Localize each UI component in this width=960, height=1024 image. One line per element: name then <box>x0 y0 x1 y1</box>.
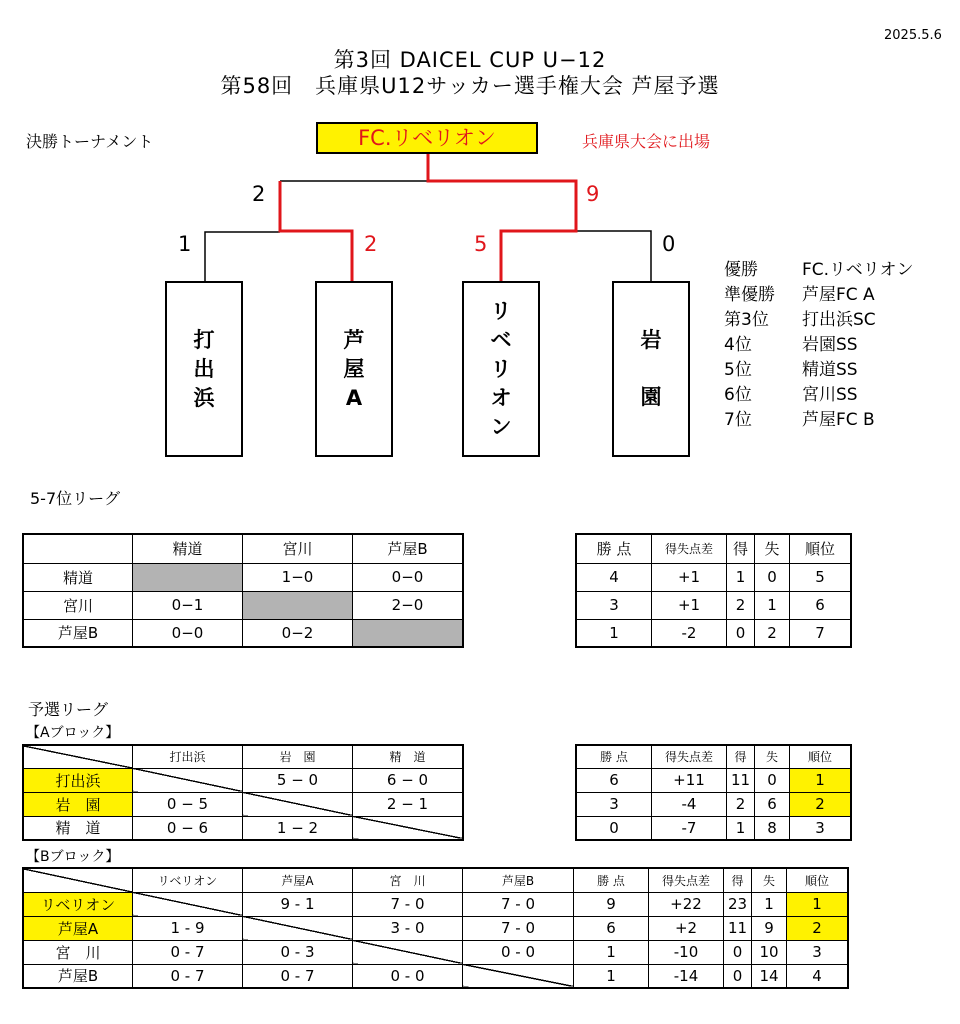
table-row <box>23 563 463 591</box>
table-cell: +1 <box>652 563 727 591</box>
result-cell: 6 − 0 <box>353 768 464 792</box>
table-cell: 5 <box>790 563 852 591</box>
self-cell <box>133 768 243 792</box>
table-cell: +11 <box>652 768 727 792</box>
table-cell: 準優勝 <box>724 285 775 305</box>
table-cell: 宮川SS <box>802 385 858 405</box>
table-cell: 7位 <box>724 410 752 430</box>
table-cell: 3 <box>787 940 849 964</box>
self-cell <box>243 591 353 619</box>
column-header: 精 道 <box>353 745 464 768</box>
table-cell: 7 <box>790 619 852 647</box>
table-cell: ベ <box>490 327 512 352</box>
table-cell: 3 <box>790 816 852 840</box>
table-cell: 11 <box>724 916 752 940</box>
table-cell: 芦屋FC B <box>802 410 875 430</box>
result-cell: 1−0 <box>243 563 353 591</box>
table-cell: 1 - 9 <box>133 916 243 940</box>
table-cell: 1 <box>790 768 852 792</box>
table-row <box>576 619 851 647</box>
row-team: 精道 <box>23 563 133 591</box>
self-cell <box>463 964 574 988</box>
self-cell <box>243 916 353 940</box>
table-cell: 岩 <box>640 328 662 352</box>
team-box-rebellion <box>462 281 540 457</box>
result-cell: 0−0 <box>353 563 464 591</box>
table-cell: 6 <box>755 792 790 816</box>
row-team: 岩 園 <box>23 792 133 816</box>
table-row <box>23 964 848 988</box>
row-team: 芦屋B <box>23 964 133 988</box>
table-cell: 6 <box>574 916 649 940</box>
standings-header: 勝 点 <box>576 534 652 563</box>
table-cell: 3 - 0 <box>353 916 463 940</box>
table-cell: 8 <box>755 816 790 840</box>
table-cell: 芦屋FC A <box>802 285 875 305</box>
table-cell: -14 <box>649 964 724 988</box>
table-cell: 2 <box>727 792 755 816</box>
table-cell: リ <box>490 356 512 381</box>
row-team: 打出浜 <box>23 768 133 792</box>
table-cell: 0 <box>576 816 652 840</box>
table-cell: +22 <box>649 892 724 916</box>
qualify-note: 兵庫県大会に出場 <box>582 132 711 151</box>
result-cell: 5 − 0 <box>243 768 353 792</box>
standings-header: 失 <box>752 868 787 892</box>
table-cell: -10 <box>649 940 724 964</box>
table-row <box>576 816 851 840</box>
table-cell: 14 <box>752 964 787 988</box>
table-cell: +1 <box>652 591 727 619</box>
corner-cell <box>23 745 133 768</box>
table-row <box>23 768 463 792</box>
table-row <box>23 591 463 619</box>
table-row <box>23 940 848 964</box>
table-cell: 11 <box>727 768 755 792</box>
standings-header: 勝 点 <box>576 745 652 768</box>
corner-cell <box>23 868 133 892</box>
column-header: 宮川 <box>243 534 353 563</box>
table-row <box>576 591 851 619</box>
bracket-line-iwazono <box>576 231 651 281</box>
table-cell: 9 - 1 <box>243 892 353 916</box>
table-cell: 0 <box>755 768 790 792</box>
standings-header: 得 <box>727 534 755 563</box>
ranking-row <box>724 283 914 308</box>
table-cell: 第3位 <box>724 310 769 330</box>
semi-right-score: 9 <box>586 182 600 206</box>
team-box-ashiya-a <box>315 281 393 457</box>
table-cell: リ <box>490 298 512 323</box>
block-b-table <box>22 867 849 989</box>
table-cell: 3 <box>576 591 652 619</box>
table-cell: 4 <box>576 563 652 591</box>
table-cell: 0 <box>724 940 752 964</box>
table-cell: 2 <box>727 591 755 619</box>
result-cell: 2−0 <box>353 591 464 619</box>
standings-header: 得 <box>727 745 755 768</box>
table-cell: 0 - 3 <box>243 940 353 964</box>
row-team: 芦屋A <box>23 916 133 940</box>
standings-header: 得 <box>724 868 752 892</box>
bracket-line-rebellion <box>428 154 576 281</box>
standings-header: 順位 <box>790 534 852 563</box>
row-team: 精 道 <box>23 816 133 840</box>
table-row <box>23 619 463 647</box>
table-cell: A <box>345 385 363 410</box>
self-cell <box>133 563 243 591</box>
score-rebellion: 5 <box>474 232 488 256</box>
standings-header: 順位 <box>787 868 849 892</box>
column-header: 芦屋A <box>243 868 353 892</box>
table-row <box>576 563 851 591</box>
self-cell <box>353 816 464 840</box>
score-ashiya-a: 2 <box>364 232 378 256</box>
table-cell: -7 <box>652 816 727 840</box>
column-header: 芦屋B <box>353 534 464 563</box>
table-row <box>576 768 851 792</box>
table-cell: 1 <box>755 591 790 619</box>
team-box-iwazono <box>612 281 690 457</box>
league57-standings-table <box>575 533 852 648</box>
table-cell: 精道SS <box>802 360 858 380</box>
league57-heading: 5-7位リーグ <box>30 489 121 508</box>
table-cell: 2 <box>755 619 790 647</box>
table-cell: 1 <box>727 563 755 591</box>
table-cell: 芦 <box>343 327 365 352</box>
document-date: 2025.5.6 <box>884 28 942 43</box>
table-cell: 4位 <box>724 335 752 355</box>
ranking-row <box>724 308 914 333</box>
result-cell: 0−0 <box>133 619 243 647</box>
table-cell: +2 <box>649 916 724 940</box>
semi-left-score: 2 <box>252 182 266 206</box>
table-cell: 7 - 0 <box>353 892 463 916</box>
row-team: 宮 川 <box>23 940 133 964</box>
column-header: 芦屋B <box>463 868 574 892</box>
table-cell: 5位 <box>724 360 752 380</box>
ranking-row <box>724 358 914 383</box>
table-cell: 園 <box>640 385 662 409</box>
league57-results-table <box>22 533 464 648</box>
table-cell: ン <box>490 414 512 439</box>
table-cell: 1 <box>752 892 787 916</box>
standings-header: 勝 点 <box>574 868 649 892</box>
table-cell: 0 - 7 <box>133 964 243 988</box>
table-cell: 0 <box>755 563 790 591</box>
ranking-row <box>724 408 914 433</box>
table-row <box>23 916 848 940</box>
bracket-line-uchidehama <box>205 232 280 281</box>
team-box-uchidehama <box>165 281 243 457</box>
table-cell: 1 <box>787 892 849 916</box>
table-cell: 1 <box>576 619 652 647</box>
table-row <box>23 892 848 916</box>
standings-header: 得失点差 <box>652 534 727 563</box>
table-row <box>576 792 851 816</box>
title-line-2: 第58回 兵庫県U12サッカー選手権大会 芦屋予選 <box>220 74 720 98</box>
table-cell: 0 <box>727 619 755 647</box>
column-header: リベリオン <box>133 868 243 892</box>
block-a-label: 【Aブロック】 <box>26 725 120 741</box>
column-header: 打出浜 <box>133 745 243 768</box>
table-cell: 4 <box>787 964 849 988</box>
table-cell: 岩園SS <box>802 335 858 355</box>
table-cell: 3 <box>576 792 652 816</box>
table-cell: 7 - 0 <box>463 916 574 940</box>
table-cell: 0 - 0 <box>463 940 574 964</box>
ranking-row <box>724 383 914 408</box>
table-cell: 0 - 0 <box>353 964 463 988</box>
self-cell <box>133 892 243 916</box>
final-rankings <box>724 258 914 433</box>
score-uchidehama: 1 <box>178 232 192 256</box>
result-cell: 2 − 1 <box>353 792 464 816</box>
standings-header: 順位 <box>790 745 852 768</box>
table-cell: 6 <box>790 591 852 619</box>
result-cell: 1 − 2 <box>243 816 353 840</box>
result-cell: 0−2 <box>243 619 353 647</box>
result-cell: 0−1 <box>133 591 243 619</box>
table-cell: 0 <box>724 964 752 988</box>
column-header: 宮 川 <box>353 868 463 892</box>
table-cell: 1 <box>727 816 755 840</box>
bracket-line-ashiya-a <box>280 181 352 281</box>
table-cell: 9 <box>574 892 649 916</box>
final-tournament-heading: 決勝トーナメント <box>26 132 154 151</box>
table-cell: -4 <box>652 792 727 816</box>
table-cell: 1 <box>574 964 649 988</box>
row-team: リベリオン <box>23 892 133 916</box>
table-cell: 7 - 0 <box>463 892 574 916</box>
block-a-standings-table <box>575 744 852 841</box>
champion-box: FC.リベリオン <box>316 122 538 154</box>
self-cell <box>353 940 463 964</box>
table-cell: 2 <box>787 916 849 940</box>
table-cell: 出 <box>193 356 215 381</box>
standings-header: 得失点差 <box>652 745 727 768</box>
corner-cell <box>23 534 133 563</box>
ranking-row <box>724 333 914 358</box>
table-cell: 打出浜SC <box>802 310 876 330</box>
table-cell: 6位 <box>724 385 752 405</box>
standings-header: 失 <box>755 745 790 768</box>
row-team: 芦屋B <box>23 619 133 647</box>
result-cell: 0 − 5 <box>133 792 243 816</box>
table-cell: 9 <box>752 916 787 940</box>
column-header: 岩 園 <box>243 745 353 768</box>
table-cell: 10 <box>752 940 787 964</box>
block-a-results-table <box>22 744 464 841</box>
table-cell: オ <box>490 385 512 410</box>
prelim-heading: 予選リーグ <box>28 700 109 719</box>
block-b-label: 【Bブロック】 <box>26 849 120 865</box>
table-cell: 打 <box>193 327 215 352</box>
table-cell: 屋 <box>343 356 365 381</box>
result-cell: 0 − 6 <box>133 816 243 840</box>
table-cell: -2 <box>652 619 727 647</box>
table-cell: 0 - 7 <box>243 964 353 988</box>
table-cell: FC.リベリオン <box>802 260 914 280</box>
title-line-1: 第3回 DAICEL CUP U−12 <box>333 48 607 72</box>
row-team: 宮川 <box>23 591 133 619</box>
standings-header: 失 <box>755 534 790 563</box>
table-cell: 23 <box>724 892 752 916</box>
table-cell: 0 - 7 <box>133 940 243 964</box>
table-cell: 1 <box>574 940 649 964</box>
column-header: 精道 <box>133 534 243 563</box>
self-cell <box>353 619 464 647</box>
table-cell: 6 <box>576 768 652 792</box>
score-iwazono: 0 <box>662 232 676 256</box>
standings-header: 得失点差 <box>649 868 724 892</box>
table-row <box>23 816 463 840</box>
table-row <box>23 792 463 816</box>
table-cell: 2 <box>790 792 852 816</box>
self-cell <box>243 792 353 816</box>
table-cell: 優勝 <box>724 260 758 280</box>
ranking-row <box>724 258 914 283</box>
table-cell: 浜 <box>193 385 215 410</box>
